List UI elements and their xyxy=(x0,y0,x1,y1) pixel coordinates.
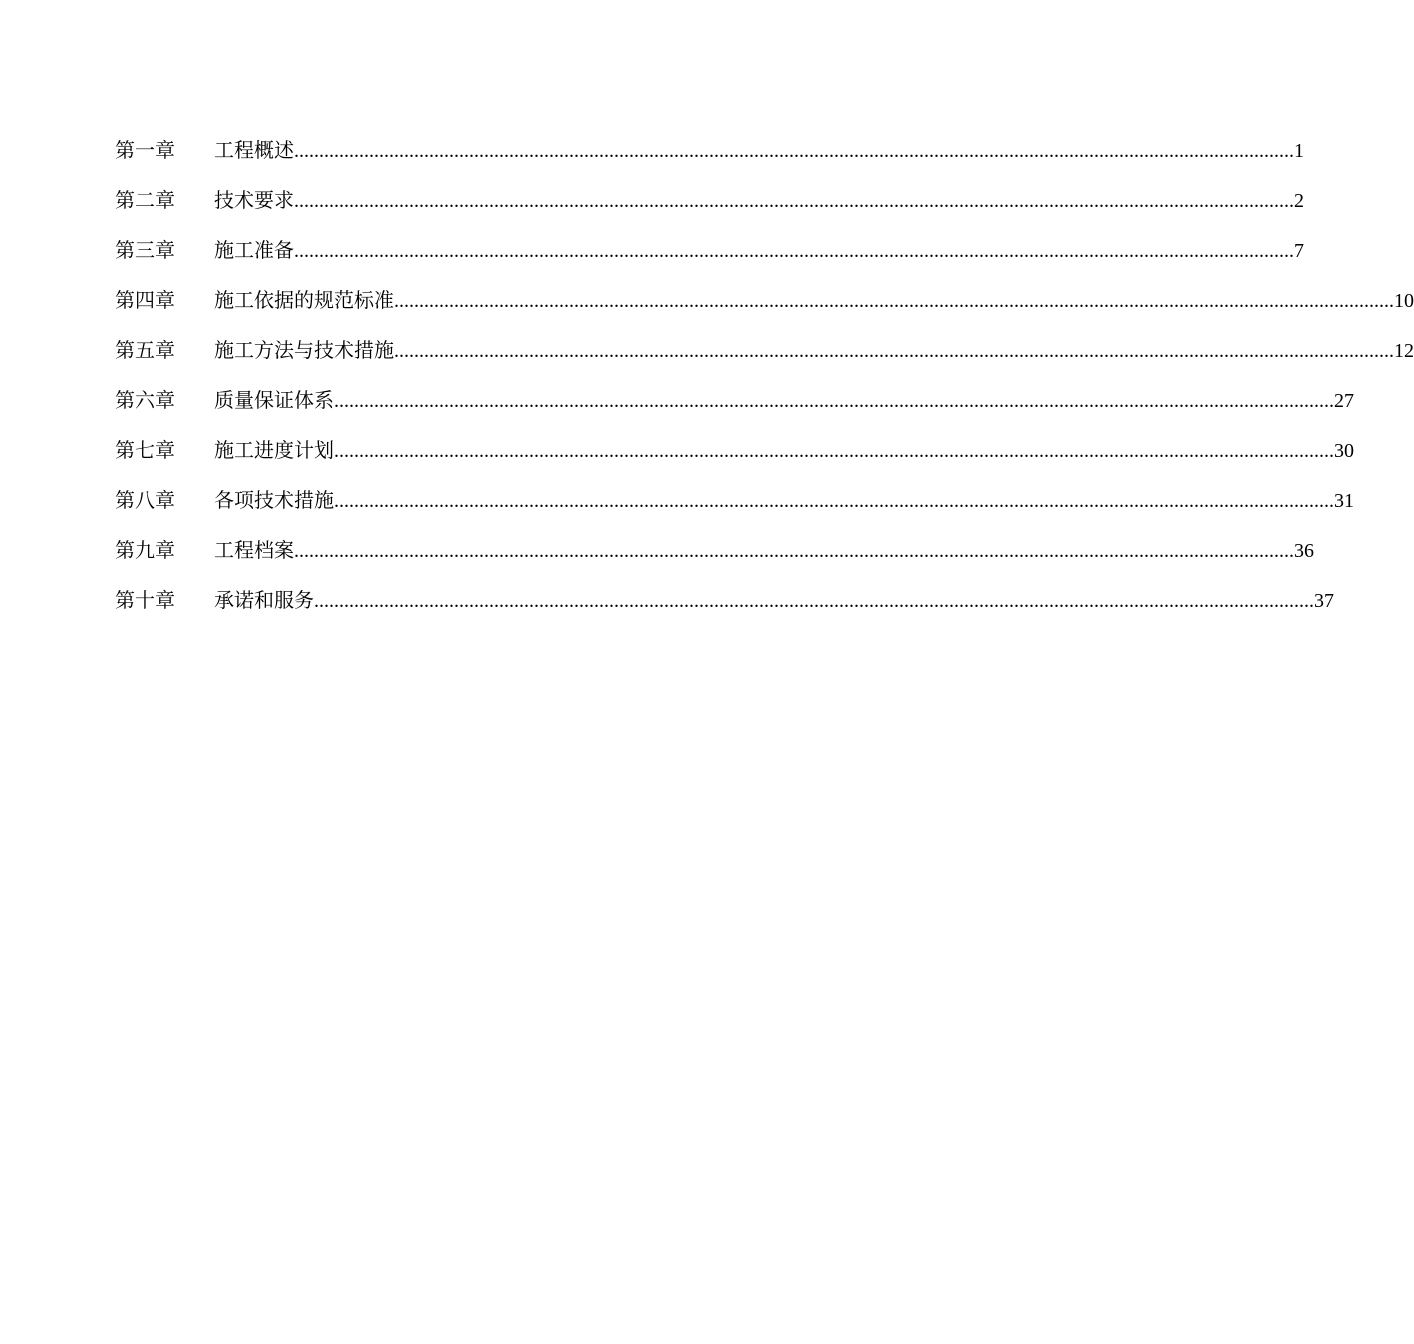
toc-page-number: 27 xyxy=(1334,390,1354,412)
toc-page-number: 12 xyxy=(1394,340,1414,362)
toc-entry-5[interactable] xyxy=(115,334,1414,384)
toc-page-number: 36 xyxy=(1294,540,1314,562)
toc-chapter-title: 各项技术措施 xyxy=(214,490,334,512)
toc-chapter-number: 第五章 xyxy=(115,340,175,362)
toc-chapter-title: 承诺和服务 xyxy=(214,590,314,612)
toc-dot-leader: ........................................................................................................................................................................................................ xyxy=(394,290,1394,312)
table-of-contents xyxy=(115,134,1414,634)
toc-page-number: 1 xyxy=(1294,140,1304,162)
toc-chapter-title: 工程概述 xyxy=(214,140,294,162)
toc-page-number: 10 xyxy=(1394,290,1414,312)
toc-chapter-number: 第八章 xyxy=(115,490,175,512)
toc-entry-7[interactable] xyxy=(115,434,1354,484)
toc-entry-2[interactable] xyxy=(115,184,1304,234)
toc-chapter-number: 第四章 xyxy=(115,290,175,312)
toc-entry-4[interactable] xyxy=(115,284,1414,334)
toc-chapter-number: 第二章 xyxy=(115,190,175,212)
toc-entry-3[interactable] xyxy=(115,234,1304,284)
toc-entry-6[interactable] xyxy=(115,384,1354,434)
toc-entry-10[interactable] xyxy=(115,584,1334,634)
toc-dot-leader: ........................................................................................................................................................................................................ xyxy=(294,140,1294,162)
toc-chapter-title: 工程档案 xyxy=(214,540,294,562)
toc-chapter-title: 质量保证体系 xyxy=(214,390,334,412)
toc-page-number: 2 xyxy=(1294,190,1304,212)
toc-dot-leader: ........................................................................................................................................................................................................ xyxy=(294,540,1294,562)
toc-chapter-title: 施工准备 xyxy=(214,240,294,262)
toc-dot-leader: ........................................................................................................................................................................................................ xyxy=(334,440,1334,462)
toc-dot-leader: ........................................................................................................................................................................................................ xyxy=(394,340,1394,362)
toc-dot-leader: ........................................................................................................................................................................................................ xyxy=(294,240,1294,262)
toc-chapter-title: 施工方法与技术措施 xyxy=(214,340,394,362)
toc-chapter-number: 第六章 xyxy=(115,390,175,412)
toc-chapter-title: 技术要求 xyxy=(214,190,294,212)
toc-entry-8[interactable] xyxy=(115,484,1354,534)
toc-page-number: 37 xyxy=(1314,590,1334,612)
toc-entry-9[interactable] xyxy=(115,534,1314,584)
toc-page-number: 7 xyxy=(1294,240,1304,262)
toc-chapter-number: 第一章 xyxy=(115,140,175,162)
toc-chapter-title: 施工进度计划 xyxy=(214,440,334,462)
toc-chapter-title: 施工依据的规范标准 xyxy=(214,290,394,312)
toc-chapter-number: 第十章 xyxy=(115,590,175,612)
toc-dot-leader: ........................................................................................................................................................................................................ xyxy=(294,190,1294,212)
toc-chapter-number: 第三章 xyxy=(115,240,175,262)
toc-dot-leader: ........................................................................................................................................................................................................ xyxy=(314,590,1314,612)
toc-page-number: 30 xyxy=(1334,440,1354,462)
toc-chapter-number: 第七章 xyxy=(115,440,175,462)
toc-chapter-number: 第九章 xyxy=(115,540,175,562)
toc-page-number: 31 xyxy=(1334,490,1354,512)
toc-dot-leader: ........................................................................................................................................................................................................ xyxy=(334,390,1334,412)
toc-entry-1[interactable] xyxy=(115,134,1304,184)
toc-dot-leader: ........................................................................................................................................................................................................ xyxy=(334,490,1334,512)
